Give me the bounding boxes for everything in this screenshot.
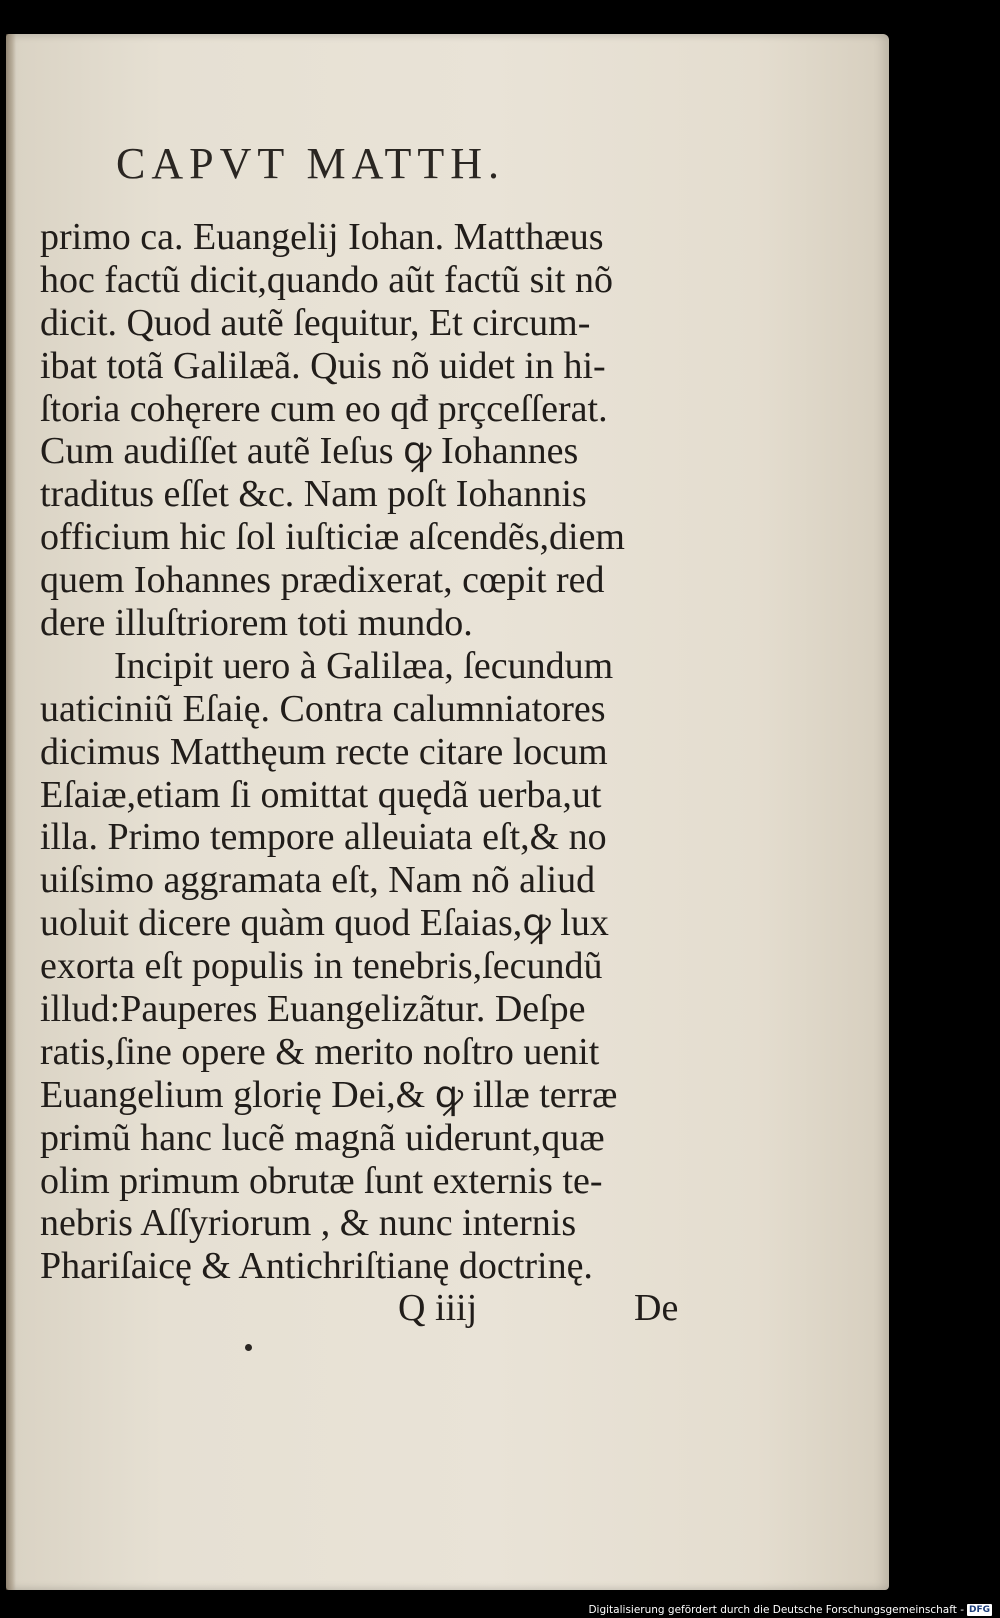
text-line: officium hic ſol iuſticiæ aſcendẽs,diem	[40, 516, 625, 559]
text-line: illud:Pauperes Euangelizãtur. Deſpe	[40, 988, 586, 1031]
book-page	[6, 34, 889, 1590]
text-line: ratis,ſine opere & merito noſtro uenit	[40, 1030, 600, 1073]
dfg-logo: DFG	[968, 1605, 990, 1615]
text-line: dicimus Matthęum recte citare locum	[40, 730, 608, 773]
digitization-credit	[588, 1604, 992, 1616]
text-line: traditus eſſet &c. Nam poſt Iohannis	[40, 473, 587, 516]
text-line-paragraph-start: Incipit uero à Galilæa, ſecundum	[114, 644, 614, 687]
text-line: hoc factũ dicit,quando aũt factũ sit nõ	[40, 258, 613, 301]
text-line: Cum audiſſet autẽ Ieſus ꝙ Iohannes	[40, 430, 579, 473]
text-line: ſtoria cohęrere cum eo qđ prçceſſerat.	[40, 387, 608, 430]
text-line: Phariſaicę & Antichriſtianę doctrinę.	[40, 1245, 593, 1288]
text-line: ibat totã Galilæã. Quis nõ uidet in hi-	[40, 344, 606, 387]
signature-mark: Q iiij	[398, 1287, 478, 1329]
text-line: primũ hanc lucẽ magnã uiderunt,quæ	[40, 1116, 605, 1159]
text-line: exorta eſt populis in tenebris,ſecundũ	[40, 945, 603, 988]
text-line: uoluit dicere quàm quod Eſaias,ꝙ lux	[40, 902, 609, 945]
text-line: dicit. Quod autẽ ſequitur, Et circum-	[40, 301, 591, 344]
text-line: olim primum obrutæ ſunt externis te-	[40, 1159, 603, 1202]
body-text	[40, 216, 690, 1288]
text-line: primo ca. Euangelij Iohan. Matthæus	[40, 216, 604, 258]
page-spine-shadow	[6, 34, 16, 1590]
text-line: illa. Primo tempore alleuiata eſt,& no	[40, 816, 607, 859]
text-line: nebris Aſſyriorum , & nunc internis	[40, 1202, 577, 1245]
text-line: dere illuſtriorem toti mundo.	[40, 602, 473, 645]
text-line: uiſsimo aggramata eſt, Nam nõ aliud	[40, 859, 596, 902]
text-line: quem Iohannes prædixerat, cœpit red	[40, 559, 605, 602]
catchword: De	[634, 1287, 679, 1329]
text-line: Eſaiæ,etiam ſi omittat quędã uerba,ut	[40, 773, 602, 816]
text-line: Euangelium glorię Dei,& ꝙ illæ terræ	[40, 1073, 618, 1116]
text-line: uaticiniũ Eſaię. Contra calumniatores	[40, 687, 606, 730]
running-title: CAPVT MATTH.	[116, 139, 506, 188]
ink-dot	[245, 1344, 252, 1351]
credit-text: Digitalisierung gefördert durch die Deutsche Forschungsgemeinschaft -	[588, 1604, 964, 1616]
